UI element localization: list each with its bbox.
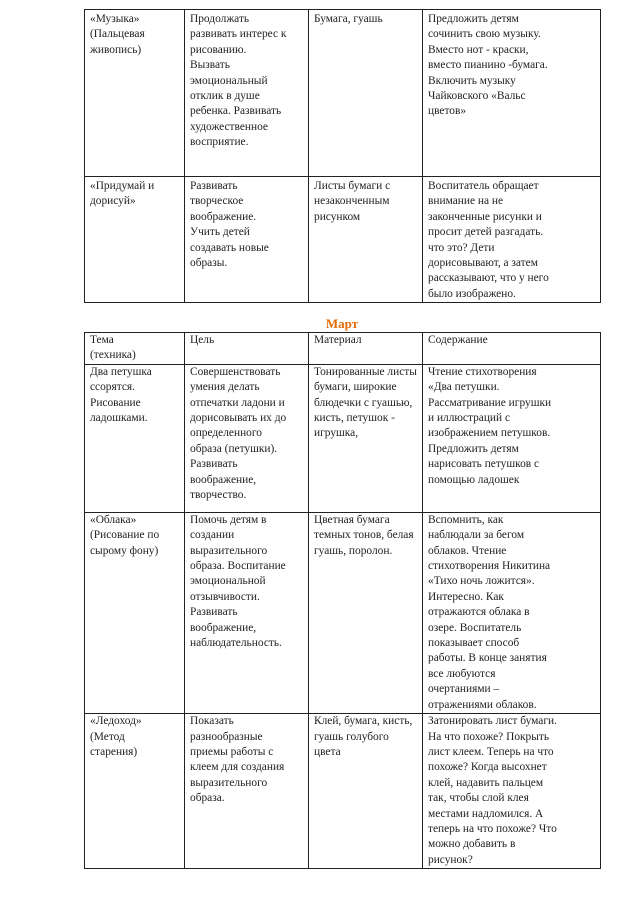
goal-cell: Развивать творческое воображение. Учить детей создавать новые образы.	[185, 177, 309, 303]
header-topic: Тема (техника)	[85, 333, 185, 365]
material-cell: Бумага, гуашь	[309, 10, 423, 177]
goal-cell: Продолжать развивать интерес к рисованию. Вызвать эмоциональный отклик в душе ребенка. Развивать художественное восприятие.	[185, 10, 309, 177]
month-heading: Март	[325, 316, 359, 331]
header-material: Материал	[309, 333, 423, 365]
content-cell: Затонировать лист бумаги. На что похоже? Покрыть лист клеем. Теперь на что похоже? Когда высохнет клей, надавить пальцем так, чтобы слой клея местами надломился. А теперь на что похоже? Что можно добавить в рисунок?	[423, 714, 601, 869]
continued-lesson-table	[84, 9, 601, 303]
material-cell: Тонированные листы бумаги, широкие блюдечки с гуашью, кисть, петушок - игрушка,	[309, 364, 423, 512]
march-lesson-table	[84, 332, 601, 869]
table-row	[85, 512, 601, 713]
header-goal: Цель	[185, 333, 309, 365]
content-cell: Воспитатель обращает внимание на не законченные рисунки и просит детей разгадать. что это? Дети дорисовывают, а затем рассказывают, что у него было изображено.	[423, 177, 601, 303]
header-content: Содержание	[423, 333, 601, 365]
topic-cell: Два петушка ссорятся. Рисование ладошками.	[85, 364, 185, 512]
topic-cell: «Ледоход» (Метод старения)	[85, 714, 185, 869]
material-cell: Клей, бумага, кисть, гуашь голубого цвета	[309, 714, 423, 869]
content-cell: Чтение стихотворения «Два петушки. Рассматривание игрушки и иллюстраций с изображением петушков. Предложить детям нарисовать петушков с помощью ладошек	[423, 364, 601, 512]
topic-cell: «Придумай и дорисуй»	[85, 177, 185, 303]
material-cell: Цветная бумага темных тонов, белая гуашь, поролон.	[309, 512, 423, 713]
material-cell: Листы бумаги с незаконченным рисунком	[309, 177, 423, 303]
goal-cell: Помочь детям в создании выразительного образа. Воспитание эмоциональной отзывчивости. Развивать воображение, наблюдательность.	[185, 512, 309, 713]
table-header-row	[85, 333, 601, 365]
goal-cell: Совершенствовать умения делать отпечатки ладони и дорисовывать их до определенного образа (петушки). Развивать воображение, творчество.	[185, 364, 309, 512]
table-row	[85, 364, 601, 512]
table-row	[85, 10, 601, 177]
content-cell: Предложить детям сочинить свою музыку. Вместо нот - краски, вместо пианино -бумага. Включить музыку Чайковского «Вальс цветов»	[423, 10, 601, 177]
table-row	[85, 177, 601, 303]
goal-cell: Показать разнообразные приемы работы с клеем для создания выразительного образа.	[185, 714, 309, 869]
content-cell: Вспомнить, как наблюдали за бегом облаков. Чтение стихотворения Никитина «Тихо ночь ложится». Интересно. Как отражаются облака в озере. Воспитатель показывает способ работы. В конце занятия все любуются очертаниями – отражениями облаков.	[423, 512, 601, 713]
topic-cell: «Облака» (Рисование по сырому фону)	[85, 512, 185, 713]
topic-cell: «Музыка» (Пальцевая живопись)	[85, 10, 185, 177]
table-row	[85, 714, 601, 869]
